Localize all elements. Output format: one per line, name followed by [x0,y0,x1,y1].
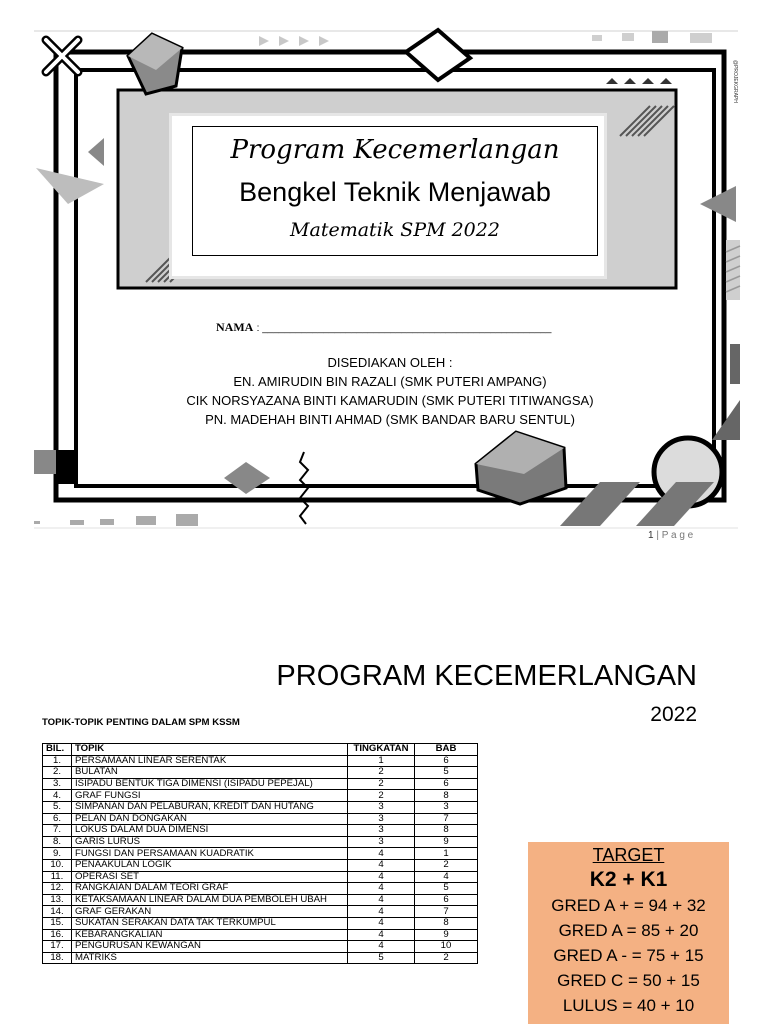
page-footer [648,530,693,541]
cell-topik: PELAN DAN DONGAKAN [72,813,348,825]
page2-year: 2022 [650,703,697,726]
table-row [43,755,478,767]
cell-topik: KEBARANGKALIAN [72,929,348,941]
table-row [43,767,478,779]
cell-topik: KETAKSAMAAN LINEAR DALAM DUA PEMBOLEH UBAH [72,894,348,906]
cell-tingkatan: 3 [348,813,415,825]
cell-bab: 8 [415,917,478,929]
cell-bil: 7. [43,825,72,837]
author-3: PN. MADEHAH BINTI AHMAD (SMK BANDAR BARU SENTUL) [205,412,575,427]
cell-tingkatan: 3 [348,825,415,837]
table-header-row [43,744,478,756]
target-line-5: LULUS = 40 + 10 [562,996,695,1015]
cell-tingkatan: 4 [348,941,415,953]
cell-bab: 1 [415,848,478,860]
page-number: 1 [648,530,654,541]
cell-bab: 7 [415,813,478,825]
cell-bil: 16. [43,929,72,941]
cell-tingkatan: 4 [348,917,415,929]
header-bab: BAB [415,744,478,756]
cell-bab: 4 [415,871,478,883]
table-row [43,801,478,813]
cell-tingkatan: 5 [348,952,415,964]
cell-bab: 10 [415,941,478,953]
target-line-2: GRED A = 85 + 20 [558,921,699,940]
cell-bil: 9. [43,848,72,860]
watermark: @PROJEKGRAPH [732,60,738,103]
name-line: : ____________________________________________________ [256,323,552,334]
table-row [43,836,478,848]
cell-tingkatan: 4 [348,906,415,918]
page2-heading: PROGRAM KECEMERLANGAN [276,660,697,692]
cell-topik: GRAF FUNGSI [72,790,348,802]
cell-bab: 5 [415,767,478,779]
cell-tingkatan: 4 [348,929,415,941]
cell-tingkatan: 3 [348,836,415,848]
table-row [43,906,478,918]
table-row [43,871,478,883]
cell-topik: OPERASI SET [72,871,348,883]
cell-tingkatan: 1 [348,755,415,767]
cell-bab: 6 [415,755,478,767]
target-line-1: GRED A + = 94 + 32 [551,896,706,915]
cell-bil: 8. [43,836,72,848]
cell-topik: PENAAKULAN LOGIK [72,859,348,871]
main-title: Bengkel Teknik Menjawab [239,177,551,207]
cell-topik: GRAF GERAKAN [72,906,348,918]
cell-bab: 6 [415,778,478,790]
cell-tingkatan: 4 [348,859,415,871]
cell-bil: 18. [43,952,72,964]
cell-bil: 12. [43,883,72,895]
name-field [216,320,596,335]
cell-bil: 14. [43,906,72,918]
cell-bil: 1. [43,755,72,767]
cell-tingkatan: 4 [348,848,415,860]
table-row [43,917,478,929]
table-row [43,929,478,941]
cell-topik: BULATAN [72,767,348,779]
target-subtitle: K2 + K1 [589,868,668,891]
cell-topik: LOKUS DALAM DUA DIMENSI [72,825,348,837]
author-2: CIK NORSYAZANA BINTI KAMARUDIN (SMK PUTERI TITIWANGSA) [186,393,594,408]
cell-bil: 17. [43,941,72,953]
cell-bab: 2 [415,952,478,964]
title-box [172,116,604,276]
cell-tingkatan: 4 [348,871,415,883]
cell-tingkatan: 3 [348,801,415,813]
target-title: TARGET [592,845,665,865]
table-row [43,813,478,825]
cell-bil: 4. [43,790,72,802]
cell-bil: 10. [43,859,72,871]
cell-bil: 13. [43,894,72,906]
name-label: NAMA [216,320,254,334]
table-row [43,848,478,860]
cell-bab: 8 [415,825,478,837]
table-row [43,894,478,906]
cell-tingkatan: 2 [348,778,415,790]
cell-bab: 8 [415,790,478,802]
cell-tingkatan: 2 [348,790,415,802]
cell-bab: 2 [415,859,478,871]
cell-bil: 15. [43,917,72,929]
cell-bab: 7 [415,906,478,918]
author-1: EN. AMIRUDIN BIN RAZALI (SMK PUTERI AMPANG) [233,374,547,389]
cell-bab: 5 [415,883,478,895]
cell-bil: 3. [43,778,72,790]
cell-topik: SUKATAN SERAKAN DATA TAK TERKUMPUL [72,917,348,929]
table-row [43,941,478,953]
table-title: TOPIK-TOPIK PENTING DALAM SPM KSSM [42,717,240,728]
table-row [43,859,478,871]
topics-table [42,743,478,964]
cell-topik: PENGURUSAN KEWANGAN [72,941,348,953]
cell-topik: PERSAMAAN LINEAR SERENTAK [72,755,348,767]
cell-bab: 6 [415,894,478,906]
header-bil: BIL. [43,744,72,756]
target-box [528,842,729,1024]
table-row [43,825,478,837]
cell-tingkatan: 4 [348,894,415,906]
table-row [43,952,478,964]
cell-bil: 11. [43,871,72,883]
header-tingkatan: TINGKATAN [348,744,415,756]
cell-topik: SIMPANAN DAN PELABURAN, KREDIT DAN HUTANG [72,801,348,813]
script-title: Program Kecemerlangan [230,135,560,165]
cell-bab: 9 [415,836,478,848]
cell-topik: RANGKAIAN DALAM TEORI GRAF [72,883,348,895]
subtitle: Matematik SPM 2022 [290,219,500,241]
cell-tingkatan: 2 [348,767,415,779]
cell-topik: ISIPADU BENTUK TIGA DIMENSI (ISIPADU PEPEJAL) [72,778,348,790]
cell-bab: 3 [415,801,478,813]
cell-topik: FUNGSI DAN PERSAMAAN KUADRATIK [72,848,348,860]
target-line-4: GRED C = 50 + 15 [557,971,700,990]
cell-tingkatan: 4 [348,883,415,895]
cell-bil: 6. [43,813,72,825]
cell-topik: GARIS LURUS [72,836,348,848]
title-frame [192,126,598,256]
cell-bab: 9 [415,929,478,941]
table-row [43,778,478,790]
cell-bil: 5. [43,801,72,813]
header-topik: TOPIK [72,744,348,756]
table-row [43,883,478,895]
cell-bil: 2. [43,767,72,779]
prepared-by-label: DISEDIAKAN OLEH : [327,355,453,370]
table-row [43,790,478,802]
target-line-3: GRED A - = 75 + 15 [553,946,704,965]
page-label: | P a g e [656,530,694,541]
cell-topik: MATRIKS [72,952,348,964]
